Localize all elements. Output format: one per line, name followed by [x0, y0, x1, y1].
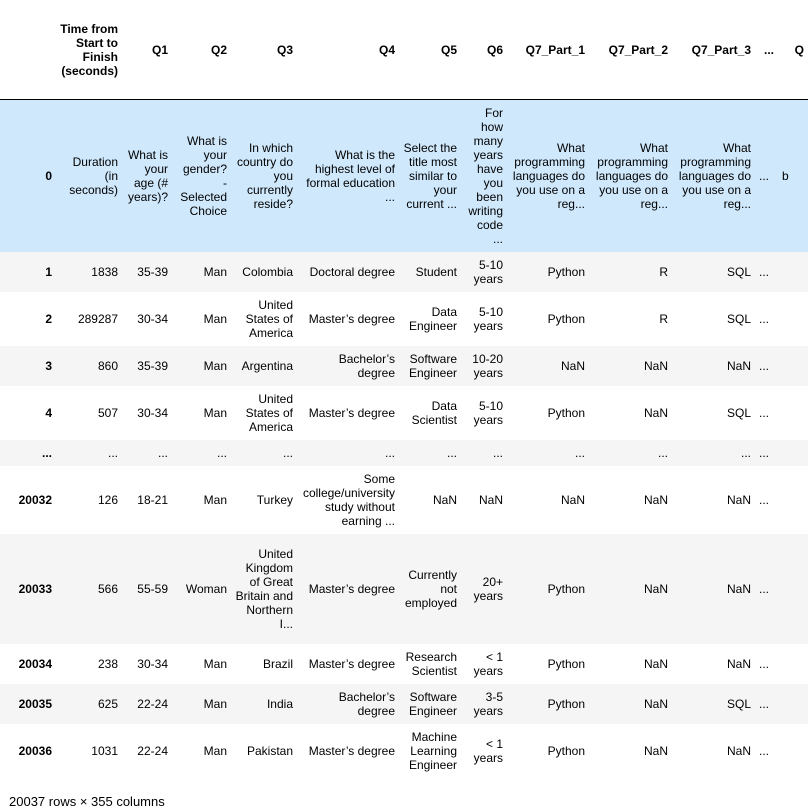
table-cell-q6: < 1 years — [461, 724, 507, 778]
table-cell-q5: Machine Learning Engineer — [399, 724, 461, 778]
table-cell-q6: NaN — [461, 466, 507, 534]
table-cell-time: 507 — [56, 386, 122, 440]
table-cell-q7-3: NaN — [672, 346, 755, 386]
table-cell-q3: In which country do you currently reside? — [231, 100, 297, 252]
table-cell-q1: 55-59 — [122, 534, 172, 644]
table-cell-q5: Student — [399, 252, 461, 292]
table-cell-ell: ... — [755, 724, 778, 778]
row-index: 20036 — [0, 724, 56, 778]
table-cell-ell: ... — [755, 346, 778, 386]
table-cell-ell: ... — [755, 644, 778, 684]
col-header-q5: Q5 — [399, 0, 461, 100]
table-cell-q3: United States of America — [231, 292, 297, 346]
table-cell-q6: For how many years have you been writing code ... — [461, 100, 507, 252]
table-cell-q3: Pakistan — [231, 724, 297, 778]
table-cell-q1: 18-21 — [122, 466, 172, 534]
table-cell-time: 1031 — [56, 724, 122, 778]
table-cell-q5: Research Scientist — [399, 644, 461, 684]
table-row — [0, 440, 808, 466]
col-header-time: Time from Start to Finish (seconds) — [56, 0, 122, 100]
table-cell-q2: ... — [172, 440, 231, 466]
header-row — [0, 0, 808, 100]
table-row — [0, 252, 808, 292]
table-cell-q2: Man — [172, 386, 231, 440]
table-cell-q3: United States of America — [231, 386, 297, 440]
table-cell-ell: ... — [755, 292, 778, 346]
table-cell-ell: ... — [755, 684, 778, 724]
table-cell-q3: ... — [231, 440, 297, 466]
table-cell-q2: Man — [172, 292, 231, 346]
table-cell-q7-2: NaN — [589, 386, 672, 440]
table-cell-q7-1: Python — [507, 534, 589, 644]
table-cell-q2: Man — [172, 684, 231, 724]
table-cell-q7-2: NaN — [589, 724, 672, 778]
table-row — [0, 644, 808, 684]
table-cell-q5: Software Engineer — [399, 684, 461, 724]
table-cell-q7-3: NaN — [672, 466, 755, 534]
table-cell-next — [778, 684, 808, 724]
row-index: 20032 — [0, 466, 56, 534]
table-cell-q4: Master’s degree — [297, 386, 399, 440]
table-cell-next — [778, 346, 808, 386]
table-row — [0, 346, 808, 386]
table-cell-ell: ... — [755, 466, 778, 534]
table-cell-ell: ... — [755, 440, 778, 466]
row-index: ... — [0, 440, 56, 466]
table-cell-q1: 30-34 — [122, 386, 172, 440]
table-cell-next — [778, 386, 808, 440]
table-cell-q7-3: NaN — [672, 724, 755, 778]
table-cell-q7-1: Python — [507, 684, 589, 724]
table-cell-q2: What is your gender? - Selected Choice — [172, 100, 231, 252]
col-header-q7-part3: Q7_Part_3 — [672, 0, 755, 100]
table-row — [0, 100, 808, 252]
table-cell-q7-1: Python — [507, 724, 589, 778]
table-cell-q4: Bachelor’s degree — [297, 346, 399, 386]
table-cell-q1: 22-24 — [122, 724, 172, 778]
table-cell-q7-1: Python — [507, 252, 589, 292]
table-cell-next — [778, 440, 808, 466]
table-cell-q5: NaN — [399, 466, 461, 534]
table-cell-next — [778, 292, 808, 346]
table-cell-q3: United Kingdom of Great Britain and Northern I... — [231, 534, 297, 644]
table-cell-q7-2: ... — [589, 440, 672, 466]
table-cell-q5: Data Scientist — [399, 386, 461, 440]
table-row — [0, 292, 808, 346]
table-cell-q4: Master’s degree — [297, 724, 399, 778]
table-cell-q7-3: What programming languages do you use on a reg... — [672, 100, 755, 252]
row-index: 1 — [0, 252, 56, 292]
table-cell-q2: Man — [172, 252, 231, 292]
table-cell-q7-1: Python — [507, 292, 589, 346]
col-header-q7-part1: Q7_Part_1 — [507, 0, 589, 100]
table-cell-q7-1: ... — [507, 440, 589, 466]
table-cell-time: 625 — [56, 684, 122, 724]
table-cell-q6: 3-5 years — [461, 684, 507, 724]
table-cell-ell: ... — [755, 534, 778, 644]
col-header-next: Q — [778, 0, 808, 100]
table-cell-q7-2: What programming languages do you use on a reg... — [589, 100, 672, 252]
table-cell-next — [778, 724, 808, 778]
table-cell-q6: 20+ years — [461, 534, 507, 644]
table-cell-q7-3: SQL — [672, 684, 755, 724]
table-cell-time: 238 — [56, 644, 122, 684]
table-cell-q5: Currently not employed — [399, 534, 461, 644]
table-cell-q4: What is the highest level of formal education ... — [297, 100, 399, 252]
table-row — [0, 386, 808, 440]
table-cell-time: 289287 — [56, 292, 122, 346]
table-row — [0, 466, 808, 534]
table-cell-q4: ... — [297, 440, 399, 466]
table-cell-ell: ... — [755, 386, 778, 440]
table-cell-q5: ... — [399, 440, 461, 466]
table-cell-q7-1: Python — [507, 644, 589, 684]
table-cell-q2: Man — [172, 724, 231, 778]
table-cell-q4: Master’s degree — [297, 644, 399, 684]
table-cell-q6: 5-10 years — [461, 292, 507, 346]
table-cell-q5: Select the title most similar to your current ... — [399, 100, 461, 252]
col-header-q7-part2: Q7_Part_2 — [589, 0, 672, 100]
row-index: 20035 — [0, 684, 56, 724]
table-cell-q1: 30-34 — [122, 644, 172, 684]
table-cell-q7-2: NaN — [589, 684, 672, 724]
table-cell-q7-3: NaN — [672, 534, 755, 644]
table-row — [0, 684, 808, 724]
table-cell-time: 1838 — [56, 252, 122, 292]
table-cell-q7-2: NaN — [589, 644, 672, 684]
table-cell-q6: 5-10 years — [461, 386, 507, 440]
table-cell-next — [778, 534, 808, 644]
table-cell-q1: 22-24 — [122, 684, 172, 724]
table-cell-q7-3: NaN — [672, 644, 755, 684]
table-cell-q7-2: NaN — [589, 534, 672, 644]
table-cell-q2: Man — [172, 644, 231, 684]
table-cell-q7-3: SQL — [672, 252, 755, 292]
table-cell-ell: ... — [755, 252, 778, 292]
table-cell-time: Duration (in seconds) — [56, 100, 122, 252]
table-cell-q6: ... — [461, 440, 507, 466]
table-cell-q7-1: What programming languages do you use on a reg... — [507, 100, 589, 252]
table-cell-q7-3: SQL — [672, 386, 755, 440]
table-cell-q3: Argentina — [231, 346, 297, 386]
row-index: 2 — [0, 292, 56, 346]
table-cell-time: 566 — [56, 534, 122, 644]
table-cell-q6: < 1 years — [461, 644, 507, 684]
table-cell-q5: Data Engineer — [399, 292, 461, 346]
table-cell-q2: Man — [172, 346, 231, 386]
table-cell-q2: Man — [172, 466, 231, 534]
table-cell-q3: Colombia — [231, 252, 297, 292]
col-header-q4: Q4 — [297, 0, 399, 100]
table-cell-q7-3: ... — [672, 440, 755, 466]
table-cell-q6: 10-20 years — [461, 346, 507, 386]
row-index: 0 — [0, 100, 56, 252]
table-cell-q7-2: R — [589, 252, 672, 292]
table-cell-q7-2: NaN — [589, 466, 672, 534]
table-cell-ell: ... — [755, 100, 778, 252]
col-header-q2: Q2 — [172, 0, 231, 100]
table-cell-q6: 5-10 years — [461, 252, 507, 292]
table-row — [0, 534, 808, 644]
table-cell-q7-1: Python — [507, 386, 589, 440]
table-cell-q4: Bachelor’s degree — [297, 684, 399, 724]
table-cell-q3: Turkey — [231, 466, 297, 534]
table-cell-q1: ... — [122, 440, 172, 466]
table-cell-q3: India — [231, 684, 297, 724]
col-header-q6: Q6 — [461, 0, 507, 100]
table-cell-q7-2: R — [589, 292, 672, 346]
table-cell-next — [778, 466, 808, 534]
table-cell-time: 860 — [56, 346, 122, 386]
table-cell-next — [778, 252, 808, 292]
row-index: 4 — [0, 386, 56, 440]
table-cell-q4: Master’s degree — [297, 292, 399, 346]
table-cell-next — [778, 644, 808, 684]
table-cell-q3: Brazil — [231, 644, 297, 684]
table-cell-q4: Doctoral degree — [297, 252, 399, 292]
table-cell-q5: Software Engineer — [399, 346, 461, 386]
table-cell-q4: Master’s degree — [297, 534, 399, 644]
table-cell-time: ... — [56, 440, 122, 466]
table-cell-q7-1: NaN — [507, 346, 589, 386]
table-cell-q1: 35-39 — [122, 252, 172, 292]
col-header-q3: Q3 — [231, 0, 297, 100]
row-count-footer: 20037 rows × 355 columns — [9, 794, 165, 809]
col-header-q1: Q1 — [122, 0, 172, 100]
table-cell-q1: 35-39 — [122, 346, 172, 386]
table-cell-q7-1: NaN — [507, 466, 589, 534]
table-cell-q1: What is your age (# years)? — [122, 100, 172, 252]
index-header — [0, 0, 56, 100]
table-row — [0, 724, 808, 778]
table-cell-q2: Woman — [172, 534, 231, 644]
row-index: 3 — [0, 346, 56, 386]
table-cell-time: 126 — [56, 466, 122, 534]
table-cell-q7-3: SQL — [672, 292, 755, 346]
table-cell-q1: 30-34 — [122, 292, 172, 346]
table-cell-q7-2: NaN — [589, 346, 672, 386]
table-cell-q4: Some college/university study without earning ... — [297, 466, 399, 534]
col-header-ellipsis: ... — [755, 0, 778, 100]
row-index: 20033 — [0, 534, 56, 644]
table-cell-next: b — [778, 100, 808, 252]
row-index: 20034 — [0, 644, 56, 684]
